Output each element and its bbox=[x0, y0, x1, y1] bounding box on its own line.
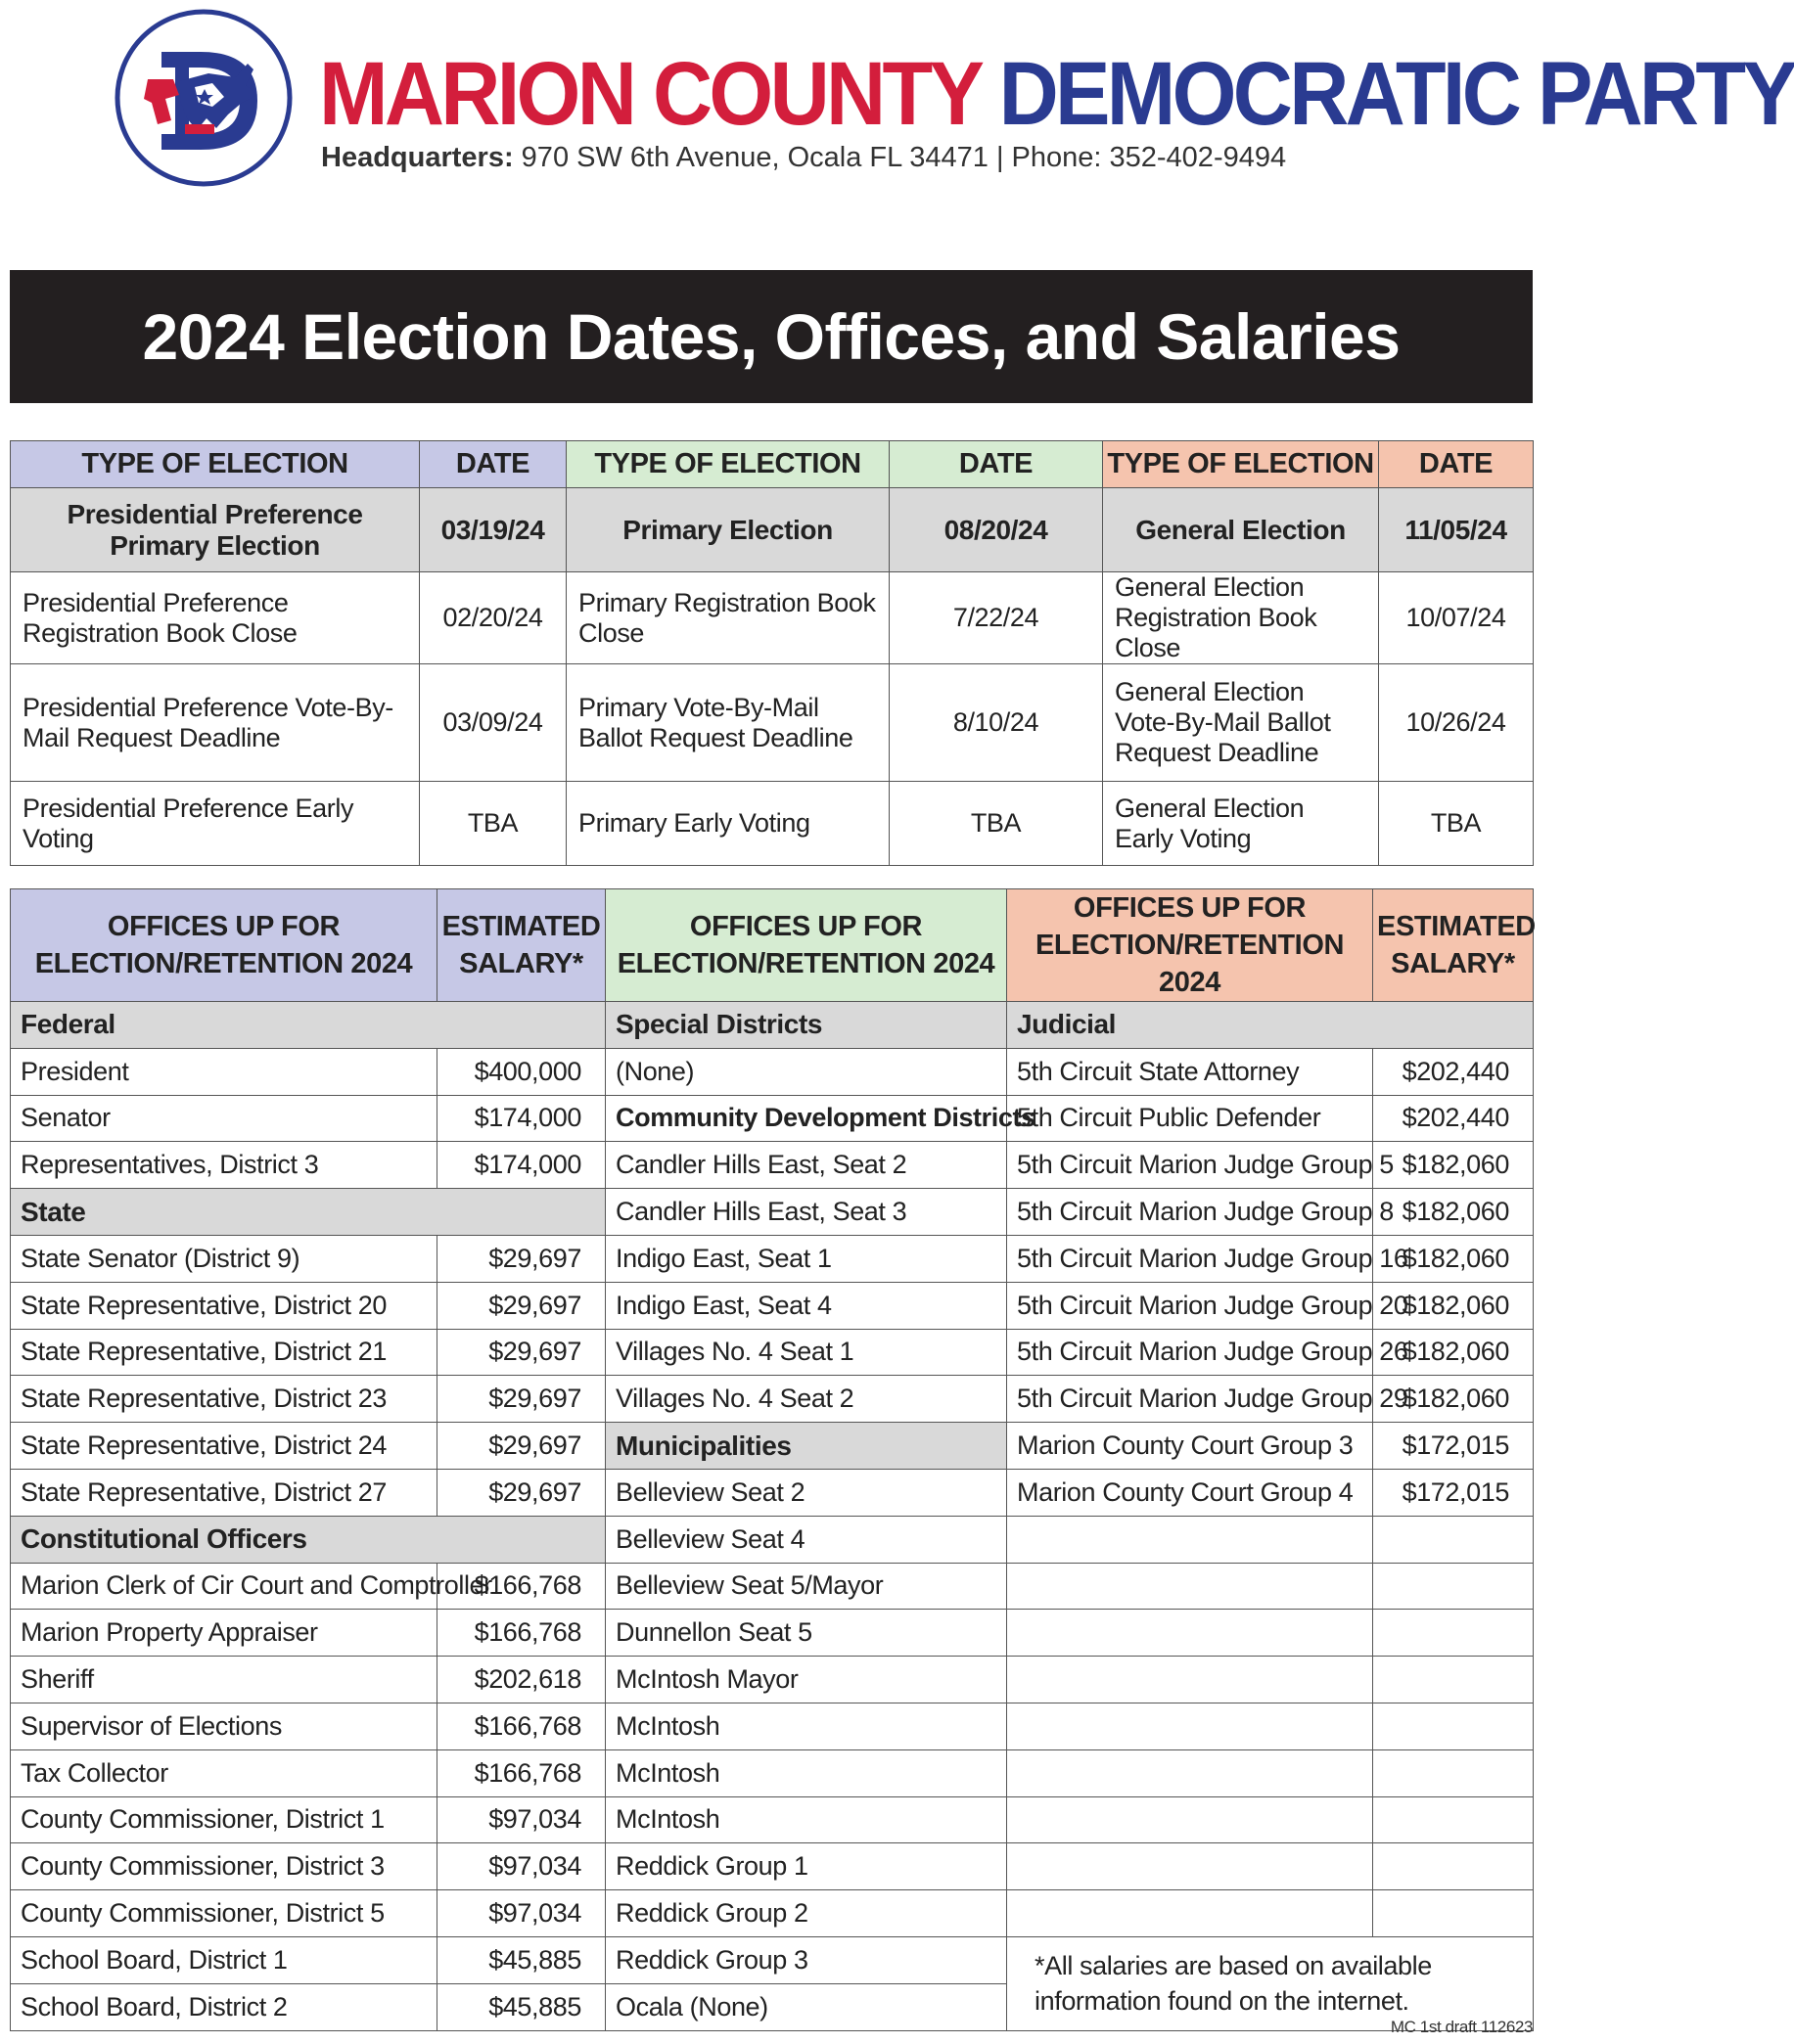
office-salary: $174,000 bbox=[437, 1142, 606, 1189]
section-header: Judicial bbox=[1007, 1002, 1534, 1049]
deadline-date: 10/26/24 bbox=[1379, 664, 1534, 782]
empty-cell bbox=[1373, 1796, 1534, 1843]
section-header: Municipalities bbox=[606, 1423, 1007, 1470]
headquarters-label: Headquarters: bbox=[321, 142, 514, 173]
date-header: DATE bbox=[420, 441, 567, 488]
election-name: Primary Election bbox=[567, 488, 890, 572]
office-salary: $202,440 bbox=[1373, 1048, 1534, 1095]
deadline-date: 02/20/24 bbox=[420, 572, 567, 664]
office-name: Indigo East, Seat 1 bbox=[606, 1235, 1007, 1282]
office-salary: $97,034 bbox=[437, 1843, 606, 1890]
office-name: Tax Collector bbox=[11, 1749, 437, 1796]
offices-body bbox=[11, 1002, 1534, 2031]
empty-cell bbox=[1373, 1516, 1534, 1563]
office-salary: $202,440 bbox=[1373, 1095, 1534, 1142]
empty-cell bbox=[1373, 1563, 1534, 1610]
offices-salaries-table bbox=[10, 888, 1534, 2031]
office-name: State Representative, District 21 bbox=[11, 1329, 437, 1376]
office-name: Belleview Seat 5/Mayor bbox=[606, 1563, 1007, 1610]
office-name: Representatives, District 3 bbox=[11, 1142, 437, 1189]
office-name: Belleview Seat 2 bbox=[606, 1469, 1007, 1516]
office-name: Marion County Court Group 4 bbox=[1007, 1469, 1373, 1516]
office-name: Reddick Group 1 bbox=[606, 1843, 1007, 1890]
banner-title: 2024 Election Dates, Offices, and Salaries bbox=[142, 300, 1401, 373]
office-name: (None) bbox=[606, 1048, 1007, 1095]
office-name: McIntosh bbox=[606, 1703, 1007, 1749]
deadline-date: 8/10/24 bbox=[890, 664, 1103, 782]
draft-note: MC 1st draft 112623 bbox=[1390, 2018, 1533, 2036]
date-header: DATE bbox=[890, 441, 1103, 488]
office-name: County Commissioner, District 5 bbox=[11, 1890, 437, 1937]
deadline-date: 03/09/24 bbox=[420, 664, 567, 782]
empty-cell bbox=[1007, 1516, 1373, 1563]
table-row bbox=[11, 1329, 1534, 1376]
deadline-label: General Election Registration Book Close bbox=[1103, 572, 1379, 664]
vote-by-mail-row bbox=[11, 664, 1534, 782]
office-salary: $166,768 bbox=[437, 1749, 606, 1796]
table-row bbox=[11, 1189, 1534, 1236]
empty-cell bbox=[1007, 1657, 1373, 1703]
title-banner bbox=[10, 270, 1533, 403]
office-name: School Board, District 1 bbox=[11, 1936, 437, 1983]
office-name: Dunnellon Seat 5 bbox=[606, 1610, 1007, 1657]
office-name: Reddick Group 3 bbox=[606, 1936, 1007, 1983]
office-name: Indigo East, Seat 4 bbox=[606, 1282, 1007, 1329]
empty-cell bbox=[1007, 1843, 1373, 1890]
table-row bbox=[11, 1890, 1534, 1937]
office-name: Ocala (None) bbox=[606, 1983, 1007, 2030]
office-name: Marion Property Appraiser bbox=[11, 1610, 437, 1657]
empty-cell bbox=[1007, 1796, 1373, 1843]
office-name: County Commissioner, District 1 bbox=[11, 1796, 437, 1843]
section-header: Federal bbox=[11, 1002, 606, 1049]
table-row bbox=[11, 1703, 1534, 1749]
office-name: Supervisor of Elections bbox=[11, 1703, 437, 1749]
election-day-row bbox=[11, 488, 1534, 572]
table-row bbox=[11, 1002, 1534, 1049]
empty-cell bbox=[1373, 1890, 1534, 1937]
office-name: State Senator (District 9) bbox=[11, 1235, 437, 1282]
office-salary: $182,060 bbox=[1373, 1329, 1534, 1376]
table-row bbox=[11, 1376, 1534, 1423]
offices-header: OFFICES UP FOR ELECTION/RETENTION 2024 bbox=[11, 889, 437, 1002]
table-row bbox=[11, 1563, 1534, 1610]
office-salary: $202,618 bbox=[437, 1657, 606, 1703]
office-salary: $29,697 bbox=[437, 1282, 606, 1329]
deadline-label: Presidential Preference Registration Book Close bbox=[11, 572, 420, 664]
table-row bbox=[11, 1095, 1534, 1142]
deadline-date: 7/22/24 bbox=[890, 572, 1103, 664]
deadline-label: General Election Vote-By-Mail Ballot Request Deadline bbox=[1103, 664, 1379, 782]
empty-cell bbox=[1373, 1657, 1534, 1703]
office-name: 5th Circuit Marion Judge Group 20 bbox=[1007, 1282, 1373, 1329]
office-salary: $166,768 bbox=[437, 1563, 606, 1610]
table-row bbox=[11, 1048, 1534, 1095]
office-salary: $166,768 bbox=[437, 1610, 606, 1657]
type-of-election-header: TYPE OF ELECTION bbox=[1103, 441, 1379, 488]
section-header: Constitutional Officers bbox=[11, 1516, 606, 1563]
salary-header: ESTIMATED SALARY* bbox=[437, 889, 606, 1002]
salary-header: ESTIMATED SALARY* bbox=[1373, 889, 1534, 1002]
office-salary: $400,000 bbox=[437, 1048, 606, 1095]
empty-cell bbox=[1007, 1610, 1373, 1657]
office-salary: $97,034 bbox=[437, 1796, 606, 1843]
office-salary: $29,697 bbox=[437, 1469, 606, 1516]
office-name: Community Development Districts bbox=[606, 1095, 1007, 1142]
office-name: Belleview Seat 4 bbox=[606, 1516, 1007, 1563]
election-date: 03/19/24 bbox=[420, 488, 567, 572]
empty-cell bbox=[1007, 1563, 1373, 1610]
registration-close-row bbox=[11, 572, 1534, 664]
table-row bbox=[11, 1423, 1534, 1470]
table-row bbox=[11, 1936, 1534, 1983]
office-salary: $97,034 bbox=[437, 1890, 606, 1937]
empty-cell bbox=[1007, 1749, 1373, 1796]
office-name: President bbox=[11, 1048, 437, 1095]
type-of-election-header: TYPE OF ELECTION bbox=[567, 441, 890, 488]
deadline-date: TBA bbox=[890, 782, 1103, 866]
office-name: County Commissioner, District 3 bbox=[11, 1843, 437, 1890]
org-name-part2: DEMOCRATIC PARTY bbox=[998, 44, 1794, 144]
type-of-election-header: TYPE OF ELECTION bbox=[11, 441, 420, 488]
dates-header-row bbox=[11, 441, 1534, 488]
offices-header-row bbox=[11, 889, 1534, 1002]
table-row bbox=[11, 1282, 1534, 1329]
office-name: 5th Circuit State Attorney bbox=[1007, 1048, 1373, 1095]
election-date: 08/20/24 bbox=[890, 488, 1103, 572]
org-name bbox=[319, 44, 1794, 144]
empty-cell bbox=[1007, 1703, 1373, 1749]
office-salary: $172,015 bbox=[1373, 1469, 1534, 1516]
empty-cell bbox=[1007, 1890, 1373, 1937]
office-name: Marion County Court Group 3 bbox=[1007, 1423, 1373, 1470]
office-salary: $29,697 bbox=[437, 1376, 606, 1423]
deadline-label: General Election Early Voting bbox=[1103, 782, 1379, 866]
deadline-label: Presidential Preference Early Voting bbox=[11, 782, 420, 866]
section-header: Special Districts bbox=[606, 1002, 1007, 1049]
office-salary: $174,000 bbox=[437, 1095, 606, 1142]
office-salary: $45,885 bbox=[437, 1983, 606, 2030]
office-name: Candler Hills East, Seat 2 bbox=[606, 1142, 1007, 1189]
office-name: State Representative, District 23 bbox=[11, 1376, 437, 1423]
election-name: General Election bbox=[1103, 488, 1379, 572]
office-salary: $182,060 bbox=[1373, 1376, 1534, 1423]
office-salary: $29,697 bbox=[437, 1423, 606, 1470]
office-salary: $172,015 bbox=[1373, 1423, 1534, 1470]
party-logo bbox=[111, 5, 297, 191]
office-salary: $182,060 bbox=[1373, 1142, 1534, 1189]
table-row bbox=[11, 1843, 1534, 1890]
empty-cell bbox=[1373, 1610, 1534, 1657]
offices-header: OFFICES UP FOR ELECTION/RETENTION 2024 bbox=[1007, 889, 1373, 1002]
election-name: Presidential Preference Primary Election bbox=[11, 488, 420, 572]
office-name: Marion Clerk of Cir Court and Comptroller bbox=[11, 1563, 437, 1610]
deadline-label: Primary Registration Book Close bbox=[567, 572, 890, 664]
deadline-date: TBA bbox=[420, 782, 567, 866]
office-name: Candler Hills East, Seat 3 bbox=[606, 1189, 1007, 1236]
empty-cell bbox=[1373, 1703, 1534, 1749]
table-row bbox=[11, 1610, 1534, 1657]
table-row bbox=[11, 1469, 1534, 1516]
office-salary: $182,060 bbox=[1373, 1235, 1534, 1282]
org-name-part1: MARION COUNTY bbox=[319, 44, 980, 144]
date-header: DATE bbox=[1379, 441, 1534, 488]
office-name: McIntosh bbox=[606, 1749, 1007, 1796]
office-salary: $182,060 bbox=[1373, 1189, 1534, 1236]
early-voting-row bbox=[11, 782, 1534, 866]
headquarters-line bbox=[321, 142, 1286, 174]
table-row bbox=[11, 1749, 1534, 1796]
office-name: Villages No. 4 Seat 2 bbox=[606, 1376, 1007, 1423]
office-name: 5th Circuit Marion Judge Group 5 bbox=[1007, 1142, 1373, 1189]
salary-footnote: *All salaries are based on available information found on the internet. bbox=[1007, 1936, 1534, 2030]
deadline-date: 10/07/24 bbox=[1379, 572, 1534, 664]
section-header: State bbox=[11, 1189, 606, 1236]
headquarters-text: 970 SW 6th Avenue, Ocala FL 34471 | Phone: 352-402-9494 bbox=[513, 142, 1287, 173]
office-salary: $166,768 bbox=[437, 1703, 606, 1749]
deadline-label: Presidential Preference Vote-By-Mail Request Deadline bbox=[11, 664, 420, 782]
office-name: McIntosh bbox=[606, 1796, 1007, 1843]
office-name: 5th Circuit Marion Judge Group 26 bbox=[1007, 1329, 1373, 1376]
empty-cell bbox=[1373, 1843, 1534, 1890]
office-name: Reddick Group 2 bbox=[606, 1890, 1007, 1937]
table-row bbox=[11, 1516, 1534, 1563]
deadline-date: TBA bbox=[1379, 782, 1534, 866]
office-name: School Board, District 2 bbox=[11, 1983, 437, 2030]
office-name: State Representative, District 27 bbox=[11, 1469, 437, 1516]
election-dates-table bbox=[10, 440, 1534, 866]
table-row bbox=[11, 1796, 1534, 1843]
office-name: McIntosh Mayor bbox=[606, 1657, 1007, 1703]
office-name: Villages No. 4 Seat 1 bbox=[606, 1329, 1007, 1376]
office-name: 5th Circuit Marion Judge Group 16 bbox=[1007, 1235, 1373, 1282]
table-row bbox=[11, 1657, 1534, 1703]
deadline-label: Primary Early Voting bbox=[567, 782, 890, 866]
table-row bbox=[11, 1142, 1534, 1189]
office-name: 5th Circuit Marion Judge Group 8 bbox=[1007, 1189, 1373, 1236]
deadline-label: Primary Vote-By-Mail Ballot Request Deadline bbox=[567, 664, 890, 782]
office-salary: $182,060 bbox=[1373, 1282, 1534, 1329]
office-salary: $29,697 bbox=[437, 1329, 606, 1376]
office-name: Sheriff bbox=[11, 1657, 437, 1703]
office-salary: $29,697 bbox=[437, 1235, 606, 1282]
offices-header: OFFICES UP FOR ELECTION/RETENTION 2024 bbox=[606, 889, 1007, 1002]
empty-cell bbox=[1373, 1749, 1534, 1796]
office-name: Senator bbox=[11, 1095, 437, 1142]
office-name: 5th Circuit Public Defender bbox=[1007, 1095, 1373, 1142]
table-row bbox=[11, 1235, 1534, 1282]
office-name: State Representative, District 20 bbox=[11, 1282, 437, 1329]
election-date: 11/05/24 bbox=[1379, 488, 1534, 572]
office-name: 5th Circuit Marion Judge Group 29 bbox=[1007, 1376, 1373, 1423]
office-salary: $45,885 bbox=[437, 1936, 606, 1983]
office-name: State Representative, District 24 bbox=[11, 1423, 437, 1470]
